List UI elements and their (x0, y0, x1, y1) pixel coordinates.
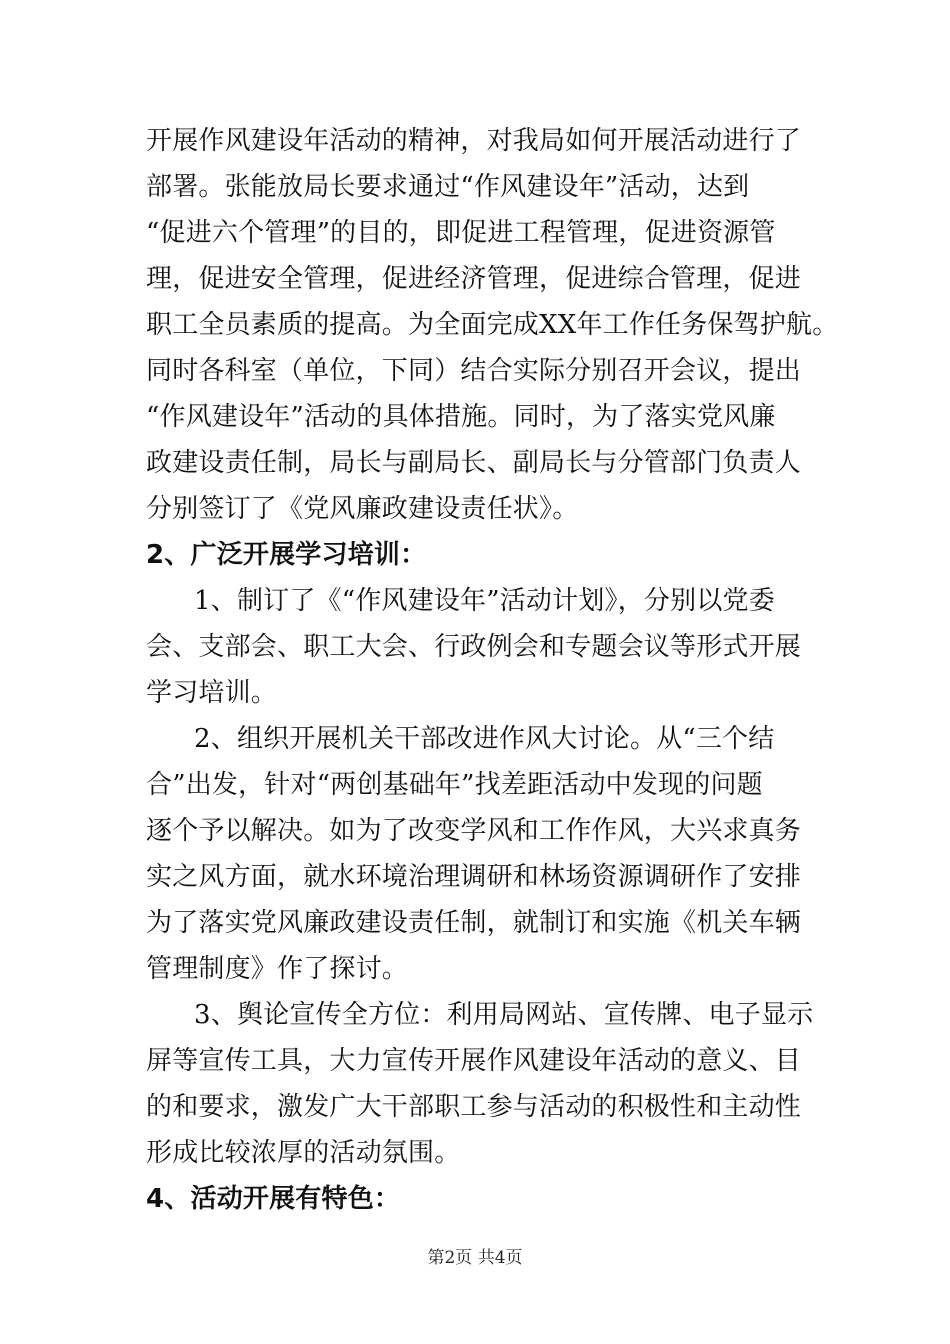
text-line: 开展作风建设年活动的精神，对我局如何开展活动进行了 (146, 126, 802, 156)
text-line: 政建设责任制，局长与副局长、副局长与分管部门负责人 (146, 448, 802, 478)
section-heading: 2、广泛开展学习培训： (146, 540, 427, 570)
text-line: 1、制订了《“作风建设年”活动计划》，分别以党委 (194, 586, 775, 616)
text-line: 逐个予以解决。如为了改变学风和工作作风，大兴求真务 (146, 816, 802, 846)
text-line: “促进六个管理”的目的，即促进工程管理，促进资源管 (146, 218, 776, 248)
text-line: 3、舆论宣传全方位：利用局网站、宣传牌、电子显示 (194, 1000, 814, 1030)
text-line: 会、支部会、职工大会、行政例会和专题会议等形式开展 (146, 632, 802, 662)
text-line: “作风建设年”活动的具体措施。同时，为了落实党风廉 (146, 402, 776, 432)
text-line: 2、组织开展机关干部改进作风大讨论。从“三个结 (194, 724, 775, 754)
text-line: 职工全员素质的提高。为全面完成XX年工作任务保驾护航。 (146, 310, 839, 340)
text-line: 同时各科室（单位，下同）结合实际分别召开会议，提出 (146, 356, 802, 386)
text-line: 合”出发，针对“两创基础年”找差距活动中发现的问题 (146, 770, 763, 800)
text-line: 屏等宣传工具，大力宣传开展作风建设年活动的意义、目 (146, 1046, 802, 1076)
text-line: 实之风方面，就水环境治理调研和林场资源调研作了安排 (146, 862, 802, 892)
text-line: 部署。张能放局长要求通过“作风建设年”活动，达到 (146, 172, 750, 202)
text-line: 分别签订了《党风廉政建设责任状》。 (146, 494, 579, 524)
text-line: 的和要求，激发广大干部职工参与活动的积极性和主动性 (146, 1092, 802, 1122)
document-body (146, 118, 839, 1222)
text-line: 理，促进安全管理，促进经济管理，促进综合管理，促进 (146, 264, 802, 294)
text-line: 为了落实党风廉政建设责任制，就制订和实施《机关车辆 (146, 908, 802, 938)
text-line: 学习培训。 (146, 678, 278, 708)
text-line: 形成比较浓厚的活动氛围。 (146, 1138, 461, 1168)
section-heading: 4、活动开展有特色： (146, 1184, 401, 1214)
page-footer: 第2页 共4页 (427, 1248, 523, 1268)
text-line: 管理制度》作了探讨。 (146, 954, 409, 984)
